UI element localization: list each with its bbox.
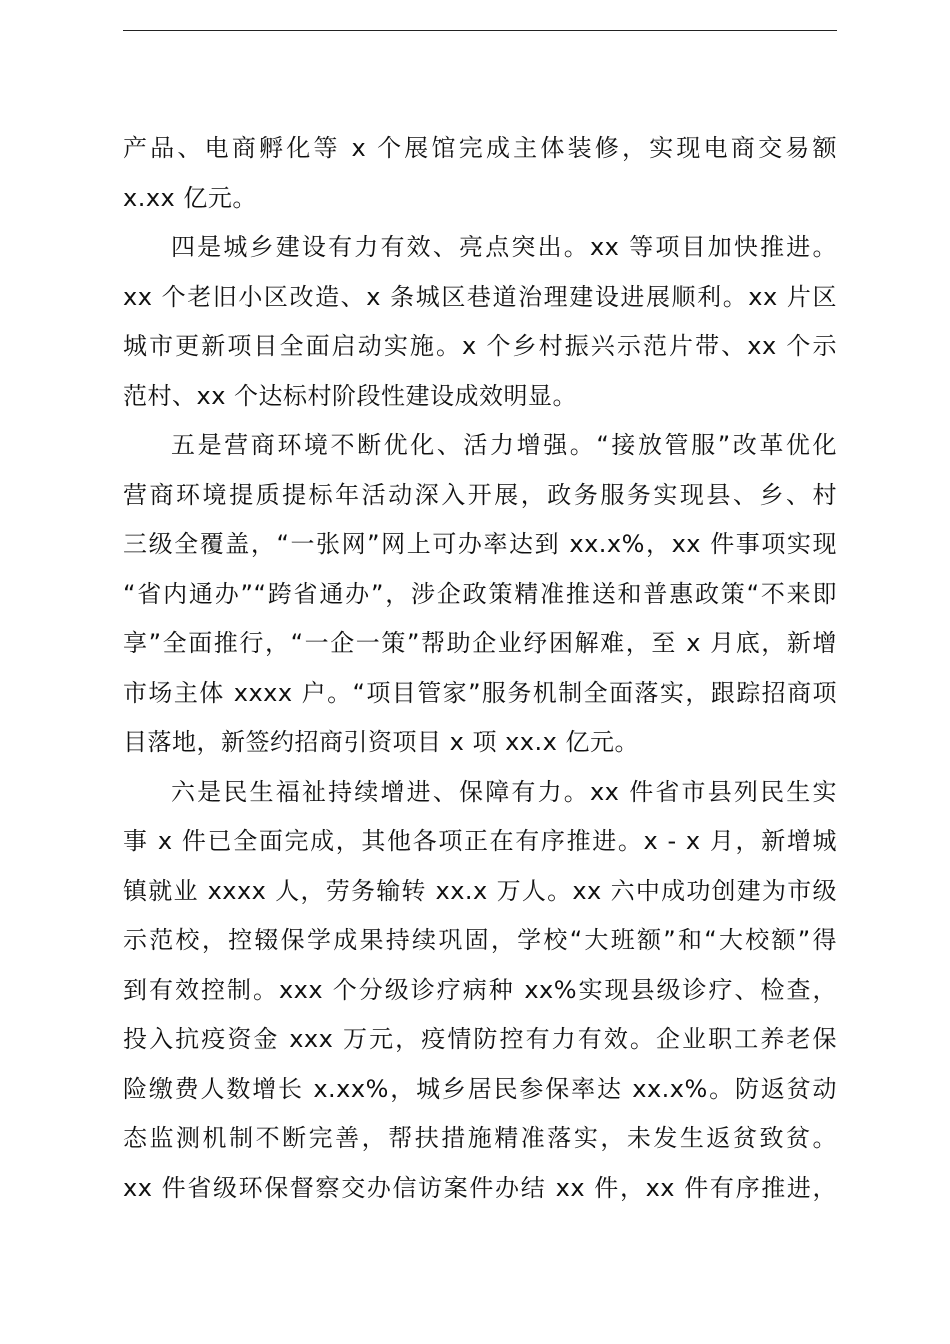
text-line: 到有效控制。xxx 个分级诊疗病种 xx%实现县级诊疗、检查，	[123, 975, 837, 1004]
text-line: 范村、xx 个达标村阶段性建设成效明显。	[123, 381, 578, 410]
text-line: 享”全面推行，“一企一策”帮助企业纾困解难，至 x 月底，新增	[123, 629, 837, 657]
text-line: x.xx 亿元。	[123, 183, 257, 212]
text-line: 态监测机制不断完善，帮扶措施精准落实，未发生返贫致贫。	[123, 1124, 837, 1152]
body-text	[123, 124, 837, 1213]
text-line: 营商环境提质提标年活动深入开展，政务服务实现县、乡、村	[123, 480, 837, 509]
text-line: 险缴费人数增长 x.xx%，城乡居民参保率达 xx.x%。防返贫动	[123, 1074, 837, 1103]
text-line: “省内通办”“跨省通办”，涉企政策精准推送和普惠政策“不来即	[123, 579, 837, 608]
header-rule	[123, 30, 837, 31]
text-line: 三级全覆盖，“一张网”网上可办率达到 xx.x%，xx 件事项实现	[123, 530, 837, 558]
text-line: 产品、电商孵化等 x 个展馆完成主体装修，实现电商交易额	[123, 134, 837, 162]
text-line: 示范校，控辍保学成果持续巩固，学校“大班额”和“大校额”得	[123, 926, 837, 954]
paragraph-start-line: 四是城乡建设有力有效、亮点突出。xx 等项目加快推进。	[171, 233, 837, 261]
paragraph-start-line: 六是民生福祉持续增进、保障有力。xx 件省市县列民生实	[171, 777, 837, 806]
text-line: 镇就业 xxxx 人，劳务输转 xx.x 万人。xx 六中成功创建为市级	[123, 876, 837, 905]
paragraph-start-line: 五是营商环境不断优化、活力增强。“接放管服”改革优化	[171, 431, 837, 459]
text-line: 城市更新项目全面启动实施。x 个乡村振兴示范片带、xx 个示	[123, 332, 837, 360]
text-line: 市场主体 xxxx 户。“项目管家”服务机制全面落实，跟踪招商项	[123, 678, 837, 707]
text-line: xx 个老旧小区改造、x 条城区巷道治理建设进展顺利。xx 片区	[123, 282, 837, 311]
text-line: 投入抗疫资金 xxx 万元，疫情防控有力有效。企业职工养老保	[123, 1025, 837, 1053]
text-line: 目落地，新签约招商引资项目 x 项 xx.x 亿元。	[123, 728, 639, 756]
text-line: 事 x 件已全面完成，其他各项正在有序推进。x - x 月，新增城	[123, 827, 837, 855]
text-line: xx 件省级环保督察交办信访案件办结 xx 件，xx 件有序推进，	[123, 1173, 837, 1202]
